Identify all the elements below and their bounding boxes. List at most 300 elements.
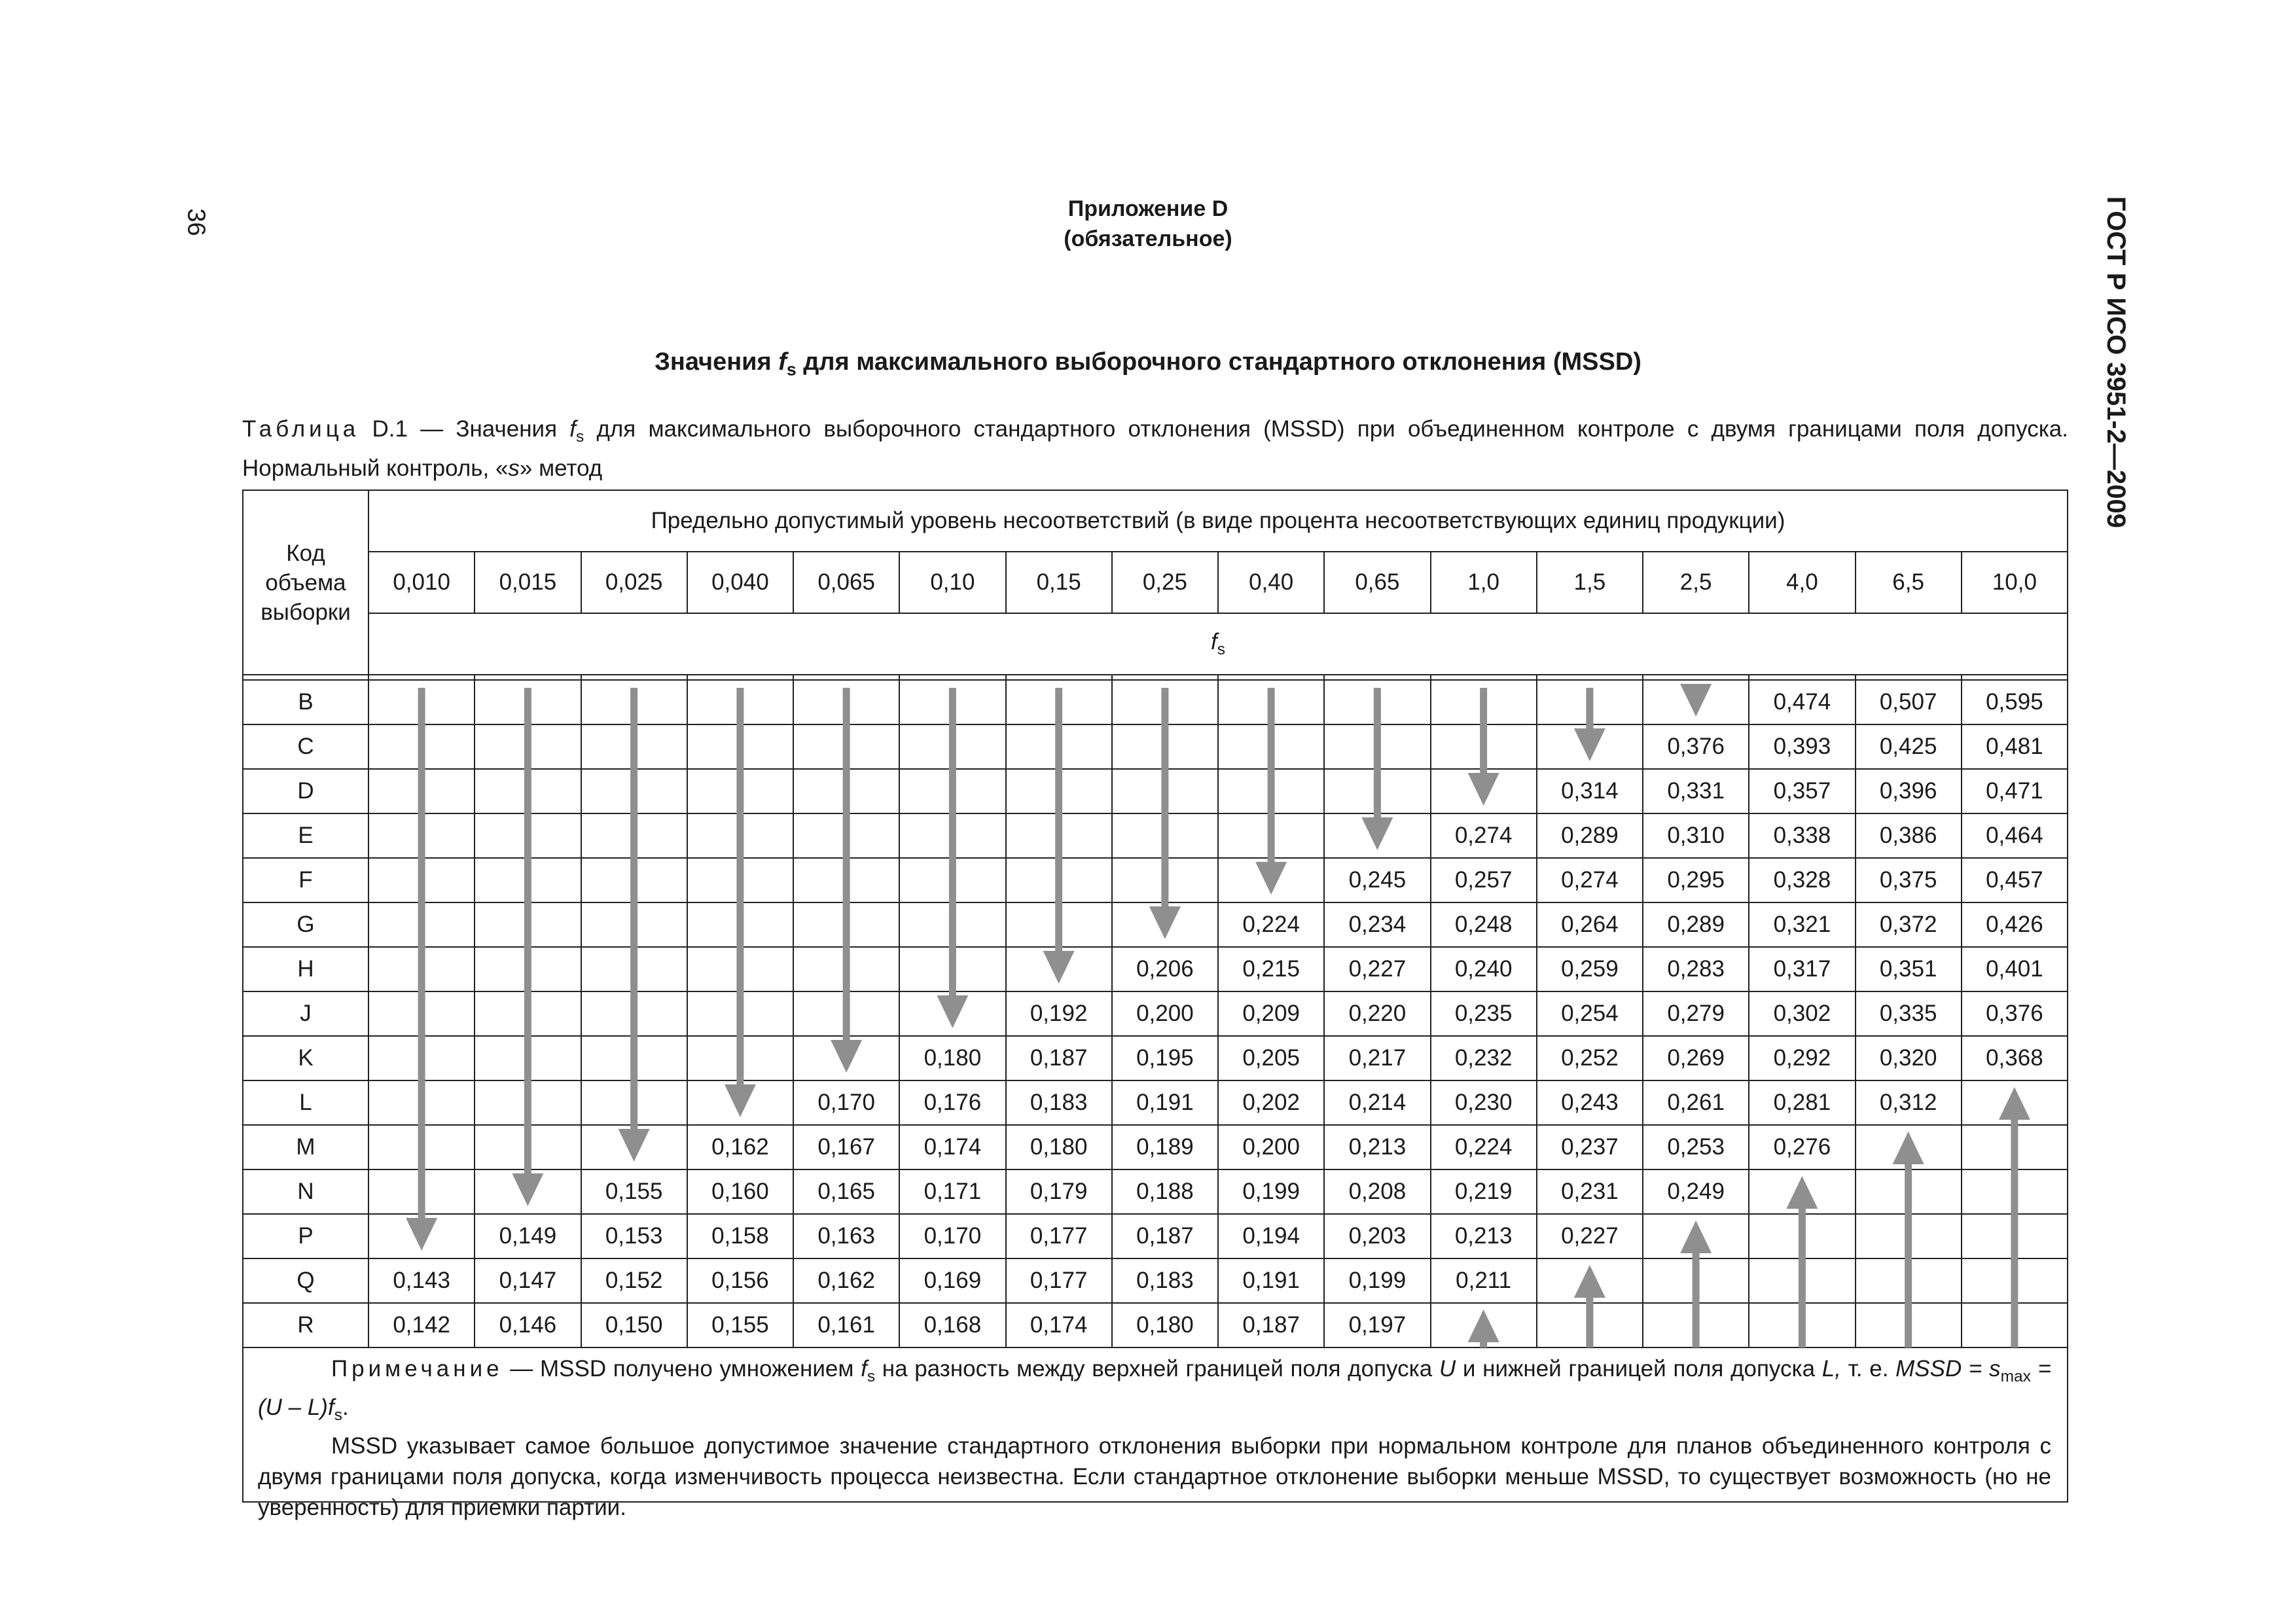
fs-cell: 0,211	[1431, 1258, 1537, 1303]
fs-cell	[475, 1036, 581, 1080]
fs-cell: 0,168	[899, 1303, 1005, 1347]
fs-cell	[1962, 1080, 2068, 1125]
fs-cell: 0,187	[1006, 1036, 1112, 1080]
fs-cell: 0,243	[1537, 1080, 1643, 1125]
appendix-title: Приложение D	[1067, 196, 1229, 221]
aql-level: 0,65	[1324, 552, 1430, 613]
fs-cell: 0,276	[1749, 1125, 1855, 1169]
fs-cell	[475, 858, 581, 902]
fs-cell	[475, 1125, 581, 1169]
fs-cell: 0,183	[1112, 1258, 1218, 1303]
fs-cell: 0,314	[1537, 769, 1643, 813]
fs-cell	[687, 991, 793, 1036]
fs-cell: 0,274	[1431, 813, 1537, 858]
gap-cell	[581, 675, 687, 680]
fs-cell: 0,192	[1006, 991, 1112, 1036]
fs-cell	[1324, 724, 1430, 769]
fs-cell	[368, 902, 475, 947]
fs-cell	[793, 1036, 899, 1080]
fs-cell: 0,209	[1218, 991, 1324, 1036]
row-code: F	[243, 858, 368, 902]
fs-cell: 0,253	[1643, 1125, 1749, 1169]
aql-header: Предельно допустимый уровень несоответствий (в виде процента несоответствующих единиц продукции)	[368, 490, 2068, 552]
note-symbol-sub: s	[867, 1368, 876, 1385]
fs-cell: 0,283	[1643, 947, 1749, 991]
fs-cell: 0,240	[1431, 947, 1537, 991]
fs-cell	[475, 902, 581, 947]
fs-cell	[581, 680, 687, 724]
aql-level: 0,025	[581, 552, 687, 613]
title-symbol-sub: s	[786, 359, 797, 380]
fs-cell	[1112, 724, 1218, 769]
fs-cell	[687, 680, 793, 724]
note-symbol: f	[861, 1356, 867, 1382]
fs-cell	[581, 769, 687, 813]
fs-cell	[581, 902, 687, 947]
fs-cell	[1962, 1258, 2068, 1303]
fs-cell	[793, 680, 899, 724]
fs-cell	[581, 813, 687, 858]
fs-cell	[1112, 902, 1218, 947]
fs-cell	[1218, 858, 1324, 902]
fs-cell: 0,179	[1006, 1169, 1112, 1214]
row-code: K	[243, 1036, 368, 1080]
fs-cell	[475, 680, 581, 724]
fs-cell	[1856, 1258, 1962, 1303]
fs-cell: 0,269	[1643, 1036, 1749, 1080]
fs-cell	[687, 947, 793, 991]
fs-cell: 0,351	[1856, 947, 1962, 991]
fs-cell	[793, 813, 899, 858]
fs-cell: 0,317	[1749, 947, 1855, 991]
fs-cell	[1006, 813, 1112, 858]
fs-cell: 0,189	[1112, 1125, 1218, 1169]
fs-cell	[899, 769, 1005, 813]
fs-cell	[687, 902, 793, 947]
fs-cell: 0,165	[793, 1169, 899, 1214]
fs-cell: 0,248	[1431, 902, 1537, 947]
fs-cell: 0,312	[1856, 1080, 1962, 1125]
fs-cell: 0,202	[1218, 1080, 1324, 1125]
fs-cell: 0,401	[1962, 947, 2068, 991]
fs-cell: 0,183	[1006, 1080, 1112, 1125]
table-caption	[242, 414, 2068, 484]
fs-cell	[475, 1080, 581, 1125]
fs-cell	[475, 813, 581, 858]
fs-cell: 0,376	[1643, 724, 1749, 769]
row-code: J	[243, 991, 368, 1036]
fs-cell: 0,310	[1643, 813, 1749, 858]
row-code: P	[243, 1214, 368, 1258]
fs-cell: 0,425	[1856, 724, 1962, 769]
fs-cell: 0,368	[1962, 1036, 2068, 1080]
gap-cell	[1856, 675, 1962, 680]
fs-cell	[1112, 680, 1218, 724]
fs-cell: 0,232	[1431, 1036, 1537, 1080]
fs-cell: 0,208	[1324, 1169, 1430, 1214]
fs-cell: 0,393	[1749, 724, 1855, 769]
gap-cell	[1324, 675, 1430, 680]
table-row	[243, 1125, 2068, 1169]
caption-id: D.1 — Значения	[359, 416, 570, 442]
row-code: M	[243, 1125, 368, 1169]
note-lower-limit: L,	[1821, 1356, 1841, 1382]
fs-cell: 0,214	[1324, 1080, 1430, 1125]
fs-cell: 0,279	[1643, 991, 1749, 1036]
fs-cell	[581, 1125, 687, 1169]
row-code: C	[243, 724, 368, 769]
title-symbol: f	[778, 348, 787, 376]
gap-cell	[687, 675, 793, 680]
fs-cell	[793, 902, 899, 947]
fs-cell	[475, 769, 581, 813]
fs-cell	[899, 991, 1005, 1036]
caption-label: Таблица	[242, 416, 360, 442]
fs-cell	[687, 813, 793, 858]
fs-cell	[1643, 1258, 1749, 1303]
aql-level: 0,10	[899, 552, 1005, 613]
fs-cell: 0,457	[1962, 858, 2068, 902]
fs-cell: 0,230	[1431, 1080, 1537, 1125]
row-code: B	[243, 680, 368, 724]
fs-cell	[793, 724, 899, 769]
fs-cell	[1749, 1258, 1855, 1303]
fs-cell: 0,220	[1324, 991, 1430, 1036]
fs-cell: 0,375	[1856, 858, 1962, 902]
fs-cell: 0,180	[1006, 1125, 1112, 1169]
fs-cell: 0,224	[1218, 902, 1324, 947]
fs-cell: 0,162	[793, 1258, 899, 1303]
caption-s: s	[508, 455, 520, 481]
fs-cell: 0,147	[475, 1258, 581, 1303]
gap-cell	[1006, 675, 1112, 680]
fs-cell: 0,464	[1962, 813, 2068, 858]
fs-cell	[581, 1080, 687, 1125]
fs-cell	[368, 680, 475, 724]
fs-cell	[1006, 769, 1112, 813]
table-row	[243, 858, 2068, 902]
fs-cell: 0,217	[1324, 1036, 1430, 1080]
fs-cell: 0,328	[1749, 858, 1855, 902]
row-code: R	[243, 1303, 368, 1347]
fs-symbol-header	[368, 613, 2068, 675]
fs-cell: 0,150	[581, 1303, 687, 1347]
fs-cell	[368, 1036, 475, 1080]
fs-cell: 0,474	[1749, 680, 1855, 724]
fs-cell	[899, 947, 1005, 991]
fs-cell: 0,162	[687, 1125, 793, 1169]
fs-cell: 0,191	[1112, 1080, 1218, 1125]
row-code: L	[243, 1080, 368, 1125]
row-code: H	[243, 947, 368, 991]
fs-cell	[899, 724, 1005, 769]
page-title	[0, 348, 2296, 380]
note-text: на разность между верхней границей поля допуска	[875, 1356, 1439, 1382]
fs-cell: 0,331	[1643, 769, 1749, 813]
aql-level: 1,0	[1431, 552, 1537, 613]
fs-cell	[581, 1036, 687, 1080]
aql-level: 0,015	[475, 552, 581, 613]
fs-cell: 0,195	[1112, 1036, 1218, 1080]
fs-cell: 0,191	[1218, 1258, 1324, 1303]
fs-cell	[368, 813, 475, 858]
row-code: E	[243, 813, 368, 858]
fs-cell	[1324, 680, 1430, 724]
row-code: N	[243, 1169, 368, 1214]
gap-cell	[1643, 675, 1749, 680]
fs-cell	[1218, 813, 1324, 858]
fs-cell: 0,252	[1537, 1036, 1643, 1080]
fs-cell	[368, 769, 475, 813]
fs-cell	[475, 1169, 581, 1214]
fs-cell: 0,335	[1856, 991, 1962, 1036]
fs-cell: 0,227	[1537, 1214, 1643, 1258]
fs-cell: 0,376	[1962, 991, 2068, 1036]
table-row	[243, 902, 2068, 947]
appendix-heading	[0, 194, 2296, 254]
fs-cell: 0,372	[1856, 902, 1962, 947]
fs-cell	[687, 858, 793, 902]
aql-level: 2,5	[1643, 552, 1749, 613]
fs-cell	[1537, 724, 1643, 769]
fs-cell	[1324, 813, 1430, 858]
fs-cell: 0,155	[581, 1169, 687, 1214]
fs-cell: 0,197	[1324, 1303, 1430, 1347]
fs-cell: 0,149	[475, 1214, 581, 1258]
gap-cell	[899, 675, 1005, 680]
fs-cell	[581, 724, 687, 769]
fs-cell	[1962, 1125, 2068, 1169]
fs-cell: 0,215	[1218, 947, 1324, 991]
fs-cell: 0,187	[1218, 1303, 1324, 1347]
fs-cell: 0,426	[1962, 902, 2068, 947]
fs-cell: 0,143	[368, 1258, 475, 1303]
fs-cell	[368, 858, 475, 902]
appendix-subtitle: (обязательное)	[1064, 226, 1232, 251]
fs-cell: 0,234	[1324, 902, 1430, 947]
fs-cell: 0,213	[1431, 1214, 1537, 1258]
fs-cell: 0,170	[899, 1214, 1005, 1258]
fs-cell: 0,206	[1112, 947, 1218, 991]
fs-cell: 0,160	[687, 1169, 793, 1214]
fs-cell	[1218, 724, 1324, 769]
fs-cell: 0,171	[899, 1169, 1005, 1214]
caption-rest: для максимального выборочного стандартного отклонения (MSSD) при объединенном контроле с двумя границами поля допуска. Нормальный контроль, «	[242, 416, 2068, 481]
row-code: G	[243, 902, 368, 947]
fs-cell	[687, 1080, 793, 1125]
fs-cell: 0,386	[1856, 813, 1962, 858]
fs-cell: 0,194	[1218, 1214, 1324, 1258]
aql-level: 0,40	[1218, 552, 1324, 613]
fs-cell	[475, 947, 581, 991]
gap-cell	[1749, 675, 1855, 680]
fs-cell: 0,257	[1431, 858, 1537, 902]
fs-cell	[687, 1036, 793, 1080]
fs-cell: 0,507	[1856, 680, 1962, 724]
fs-cell: 0,321	[1749, 902, 1855, 947]
fs-cell	[581, 858, 687, 902]
fs-cell: 0,481	[1962, 724, 2068, 769]
fs-cell: 0,180	[899, 1036, 1005, 1080]
fs-cell: 0,152	[581, 1258, 687, 1303]
fs-cell: 0,227	[1324, 947, 1430, 991]
caption-symbol: f	[569, 416, 576, 442]
aql-level: 6,5	[1856, 552, 1962, 613]
page-number: 36	[182, 208, 210, 236]
table-row	[243, 813, 2068, 858]
fs-cell	[793, 769, 899, 813]
fs-cell	[1643, 680, 1749, 724]
row-code: D	[243, 769, 368, 813]
fs-cell	[1537, 1258, 1643, 1303]
fs-cell: 0,200	[1218, 1125, 1324, 1169]
fs-cell: 0,161	[793, 1303, 899, 1347]
fs-cell	[1112, 769, 1218, 813]
fs-cell	[368, 1125, 475, 1169]
aql-level: 10,0	[1962, 552, 2068, 613]
fs-cell: 0,259	[1537, 947, 1643, 991]
gap-cell	[1537, 675, 1643, 680]
note-formula-sub: s	[334, 1406, 342, 1424]
fs-cell: 0,146	[475, 1303, 581, 1347]
gap-cell	[793, 675, 899, 680]
table-row	[243, 769, 2068, 813]
fs-cell	[899, 813, 1005, 858]
table-row	[243, 680, 2068, 724]
table-row	[243, 1080, 2068, 1125]
fs-cell: 0,203	[1324, 1214, 1430, 1258]
gap-cell	[1218, 675, 1324, 680]
fs-cell	[1218, 769, 1324, 813]
fs-cell: 0,235	[1431, 991, 1537, 1036]
fs-cell: 0,261	[1643, 1080, 1749, 1125]
fs-symbol: f	[1211, 629, 1217, 654]
table-row	[243, 724, 2068, 769]
note-paragraph-1	[258, 1353, 2051, 1431]
fs-cell	[1324, 769, 1430, 813]
caption-symbol-sub: s	[576, 428, 584, 446]
table-row	[243, 1258, 2068, 1303]
fs-cell: 0,177	[1006, 1214, 1112, 1258]
fs-cell	[368, 947, 475, 991]
gap-cell	[475, 675, 581, 680]
fs-cell: 0,174	[899, 1125, 1005, 1169]
fs-symbol-sub: s	[1217, 641, 1225, 658]
fs-cell	[581, 947, 687, 991]
fs-cell: 0,320	[1856, 1036, 1962, 1080]
fs-cell: 0,289	[1643, 902, 1749, 947]
fs-cell	[1856, 1214, 1962, 1258]
fs-cell	[1749, 1169, 1855, 1214]
fs-cell	[687, 769, 793, 813]
fs-cell: 0,188	[1112, 1169, 1218, 1214]
fs-cell: 0,200	[1112, 991, 1218, 1036]
fs-cell	[1112, 813, 1218, 858]
fs-cell	[368, 991, 475, 1036]
gap-cell	[243, 675, 368, 680]
fs-cell: 0,338	[1749, 813, 1855, 858]
fs-cell: 0,199	[1218, 1169, 1324, 1214]
fs-cell: 0,357	[1749, 769, 1855, 813]
fs-cell: 0,170	[793, 1080, 899, 1125]
fs-cell: 0,180	[1112, 1303, 1218, 1347]
standard-designation: ГОСТ Р ИСО 3951-2—2009	[2102, 196, 2130, 528]
fs-cell: 0,292	[1749, 1036, 1855, 1080]
fs-cell	[1962, 1214, 2068, 1258]
fs-cell: 0,142	[368, 1303, 475, 1347]
fs-cell: 0,174	[1006, 1303, 1112, 1347]
fs-cell	[1856, 1125, 1962, 1169]
fs-cell	[1006, 724, 1112, 769]
fs-cell	[899, 680, 1005, 724]
fs-cell: 0,249	[1643, 1169, 1749, 1214]
table-row	[243, 947, 2068, 991]
note-formula: MSSD = s	[1895, 1356, 2001, 1382]
fs-cell: 0,205	[1218, 1036, 1324, 1080]
fs-cell: 0,219	[1431, 1169, 1537, 1214]
code-header: Код объема выборки	[243, 490, 368, 675]
aql-level: 0,065	[793, 552, 899, 613]
fs-cell	[368, 1214, 475, 1258]
fs-cell: 0,231	[1537, 1169, 1643, 1214]
fs-cell	[1962, 1169, 2068, 1214]
fs-cell: 0,176	[899, 1080, 1005, 1125]
fs-cell	[899, 902, 1005, 947]
fs-cell	[1006, 947, 1112, 991]
note-label: Примечание	[331, 1356, 503, 1382]
aql-level: 0,25	[1112, 552, 1218, 613]
note-paragraph-2: MSSD указывает самое большое допустимое значение стандартного отклонения выборки при нормальном контроле для планов объединенного контроля с двумя границами поля допуска, когда изменчивость процесса неизвестна. Если стандартное отклонение выборки меньше MSSD, то существует возможность (но не уверенность) для приемки партии.	[258, 1433, 2051, 1520]
fs-cell: 0,224	[1431, 1125, 1537, 1169]
aql-level: 0,040	[687, 552, 793, 613]
fs-cell: 0,213	[1324, 1125, 1430, 1169]
fs-cell	[687, 724, 793, 769]
fs-cell	[1856, 1169, 1962, 1214]
fs-cell	[1006, 680, 1112, 724]
aql-level: 4,0	[1749, 552, 1855, 613]
table-row	[243, 991, 2068, 1036]
fs-cell: 0,245	[1324, 858, 1430, 902]
fs-cell	[793, 858, 899, 902]
fs-cell: 0,264	[1537, 902, 1643, 947]
table-row	[243, 1169, 2068, 1214]
fs-cell: 0,163	[793, 1214, 899, 1258]
row-code: Q	[243, 1258, 368, 1303]
title-suffix: для максимального выборочного стандартного отклонения (MSSD)	[796, 348, 1641, 376]
note-text: и нижней границей поля допуска	[1456, 1356, 1822, 1382]
note-upper-limit: U	[1439, 1356, 1456, 1382]
fs-cell: 0,295	[1643, 858, 1749, 902]
table-row	[243, 1036, 2068, 1080]
fs-cell	[368, 1169, 475, 1214]
fs-cell: 0,471	[1962, 769, 2068, 813]
aql-level: 0,010	[368, 552, 475, 613]
fs-cell: 0,274	[1537, 858, 1643, 902]
fs-cell: 0,167	[793, 1125, 899, 1169]
fs-table	[242, 490, 2068, 1348]
title-prefix: Значения	[655, 348, 779, 376]
aql-level: 1,5	[1537, 552, 1643, 613]
fs-cell: 0,396	[1856, 769, 1962, 813]
fs-cell: 0,595	[1962, 680, 2068, 724]
fs-cell: 0,177	[1006, 1258, 1112, 1303]
fs-cell: 0,155	[687, 1303, 793, 1347]
gap-cell	[1431, 675, 1537, 680]
fs-cell	[793, 947, 899, 991]
aql-level: 0,15	[1006, 552, 1112, 613]
fs-cell	[1643, 1214, 1749, 1258]
fs-cell: 0,302	[1749, 991, 1855, 1036]
